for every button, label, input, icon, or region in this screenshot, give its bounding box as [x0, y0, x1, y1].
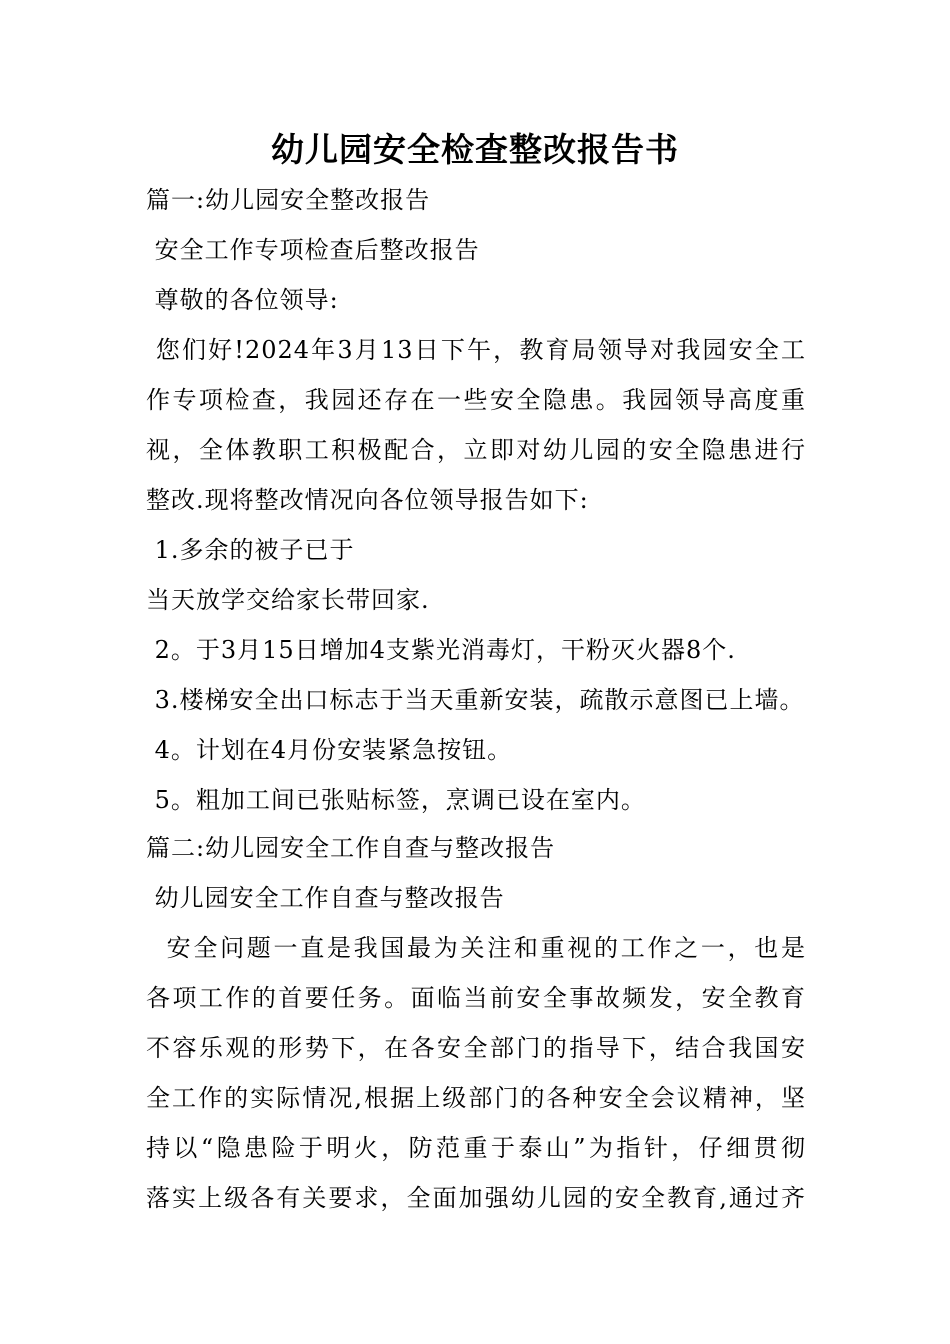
list-item: 1.多余的被子已于 [146, 536, 355, 564]
subheading-2: 幼儿园安全工作自查与整改报告 [146, 884, 505, 912]
paragraph-line: 安全问题一直是我国最为关注和重视的工作之一，也是 [146, 934, 806, 962]
paragraph-line: 持以“隐患险于明火，防范重于泰山”为指针，仔细贯彻 [146, 1134, 806, 1162]
section-heading-2: 篇二:幼儿园安全工作自查与整改报告 [146, 834, 556, 862]
paragraph-line: 您们好!2024年3月13日下午，教育局领导对我园安全工 [146, 336, 806, 364]
list-item-continued: 当天放学交给家长带回家. [146, 586, 430, 614]
paragraph-line: 不容乐观的形势下，在各安全部门的指导下，结合我国安 [146, 1034, 806, 1062]
list-item: 2。于3月15日增加4支紫光消毒灯，干粉灭火器8个. [146, 636, 736, 664]
list-item: 5。粗加工间已张贴标签，烹调已设在室内。 [146, 786, 646, 814]
paragraph-line: 整改.现将整改情况向各位领导报告如下: [146, 486, 589, 514]
list-item: 3.楼梯安全出口标志于当天重新安装，疏散示意图已上墙。 [146, 686, 805, 714]
salutation: 尊敬的各位领导: [146, 286, 339, 314]
paragraph-line: 视，全体教职工积极配合，立即对幼儿园的安全隐患进行 [146, 436, 806, 464]
paragraph-line: 作专项检查，我园还存在一些安全隐患。我园领导高度重 [146, 386, 806, 414]
paragraph-line: 落实上级各有关要求，全面加强幼儿园的安全教育,通过齐 [146, 1184, 806, 1212]
document-title: 幼儿园安全检查整改报告书 [271, 130, 679, 169]
paragraph-line: 各项工作的首要任务。面临当前安全事故频发，安全教育 [146, 984, 806, 1012]
list-item: 4。计划在4月份安装紧急按钮。 [146, 736, 513, 764]
subheading-1: 安全工作专项检查后整改报告 [146, 236, 480, 264]
paragraph-line: 全工作的实际情况,根据上级部门的各种安全会议精神，坚 [146, 1084, 806, 1112]
section-heading-1: 篇一:幼儿园安全整改报告 [146, 186, 431, 214]
